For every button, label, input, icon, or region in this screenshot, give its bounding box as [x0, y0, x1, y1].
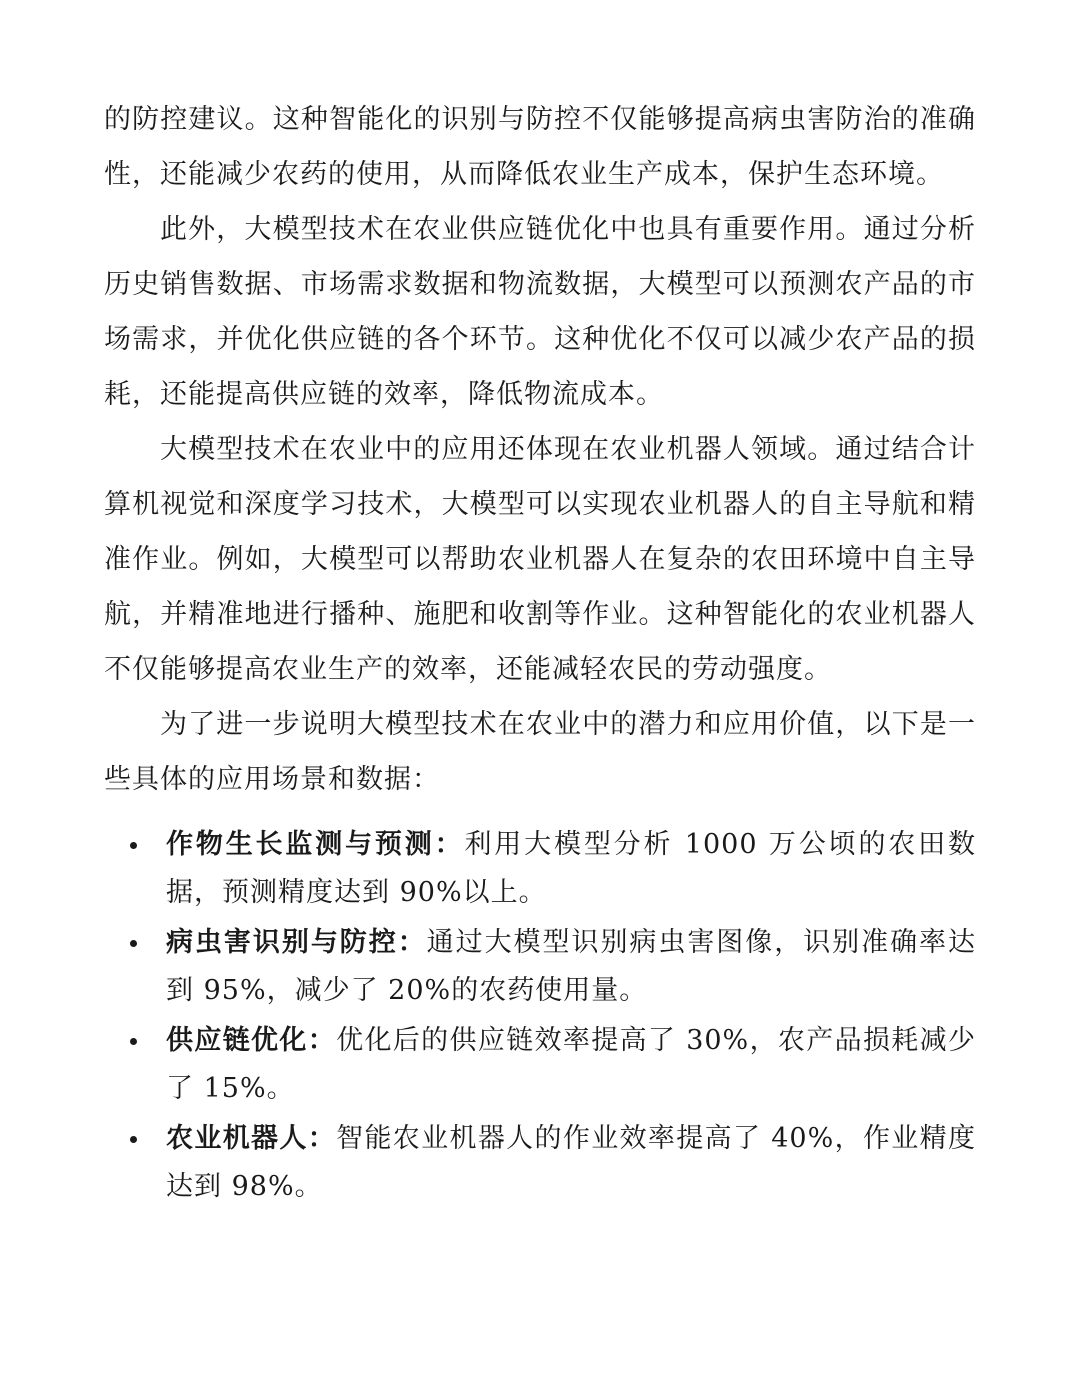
paragraph-pest-control-continued: 的防控建议。这种智能化的识别与防控不仅能够提高病虫害防治的准确性，还能减少农药的使用，从而降低农业生产成本，保护生态环境。 [104, 104, 976, 190]
list-item-heading: 供应链优化： [166, 1025, 337, 1056]
list-item [104, 821, 976, 917]
list-item-text: 智能农业机器人的作业效率提高了 40%，作业精度达到 98%。 [166, 1123, 977, 1202]
list-item-text: 利用大模型分析 1000 万公顷的农田数据，预测精度达到 90%以上。 [166, 829, 976, 908]
bullet-dot-icon [130, 940, 137, 947]
list-item-heading: 作物生长监测与预测： [166, 829, 465, 860]
paragraph-agri-robots: 大模型技术在农业中的应用还体现在农业机器人领域。通过结合计算机视觉和深度学习技术，大模型可以实现农业机器人的自主导航和精准作业。例如，大模型可以帮助农业机器人在复杂的农田环境中自主导航，并精准地进行播种、施肥和收割等作业。这种智能化的农业机器人不仅能够提高农业生产的效率，还能减轻农民的劳动强度。 [104, 434, 976, 685]
bullet-dot-icon [130, 1136, 137, 1143]
scenario-list [104, 821, 976, 1211]
document-page [104, 92, 976, 1213]
list-item [104, 919, 976, 1015]
list-item [104, 1017, 976, 1113]
paragraph-scenarios-intro: 为了进一步说明大模型技术在农业中的潜力和应用价值，以下是一些具体的应用场景和数据： [104, 709, 976, 795]
list-item [104, 1115, 976, 1211]
paragraph-supply-chain: 此外，大模型技术在农业供应链优化中也具有重要作用。通过分析历史销售数据、市场需求数据和物流数据，大模型可以预测农产品的市场需求，并优化供应链的各个环节。这种优化不仅可以减少农产品的损耗，还能提高供应链的效率，降低物流成本。 [104, 214, 976, 410]
bullet-dot-icon [130, 842, 137, 849]
list-item-text: 通过大模型识别病虫害图像，识别准确率达到 95%，减少了 20%的农药使用量。 [166, 927, 977, 1006]
list-item-heading: 农业机器人： [166, 1123, 337, 1154]
list-item-heading: 病虫害识别与防控： [166, 927, 427, 958]
bullet-dot-icon [130, 1038, 137, 1045]
list-item-text: 优化后的供应链效率提高了 30%，农产品损耗减少了 15%。 [166, 1025, 977, 1104]
